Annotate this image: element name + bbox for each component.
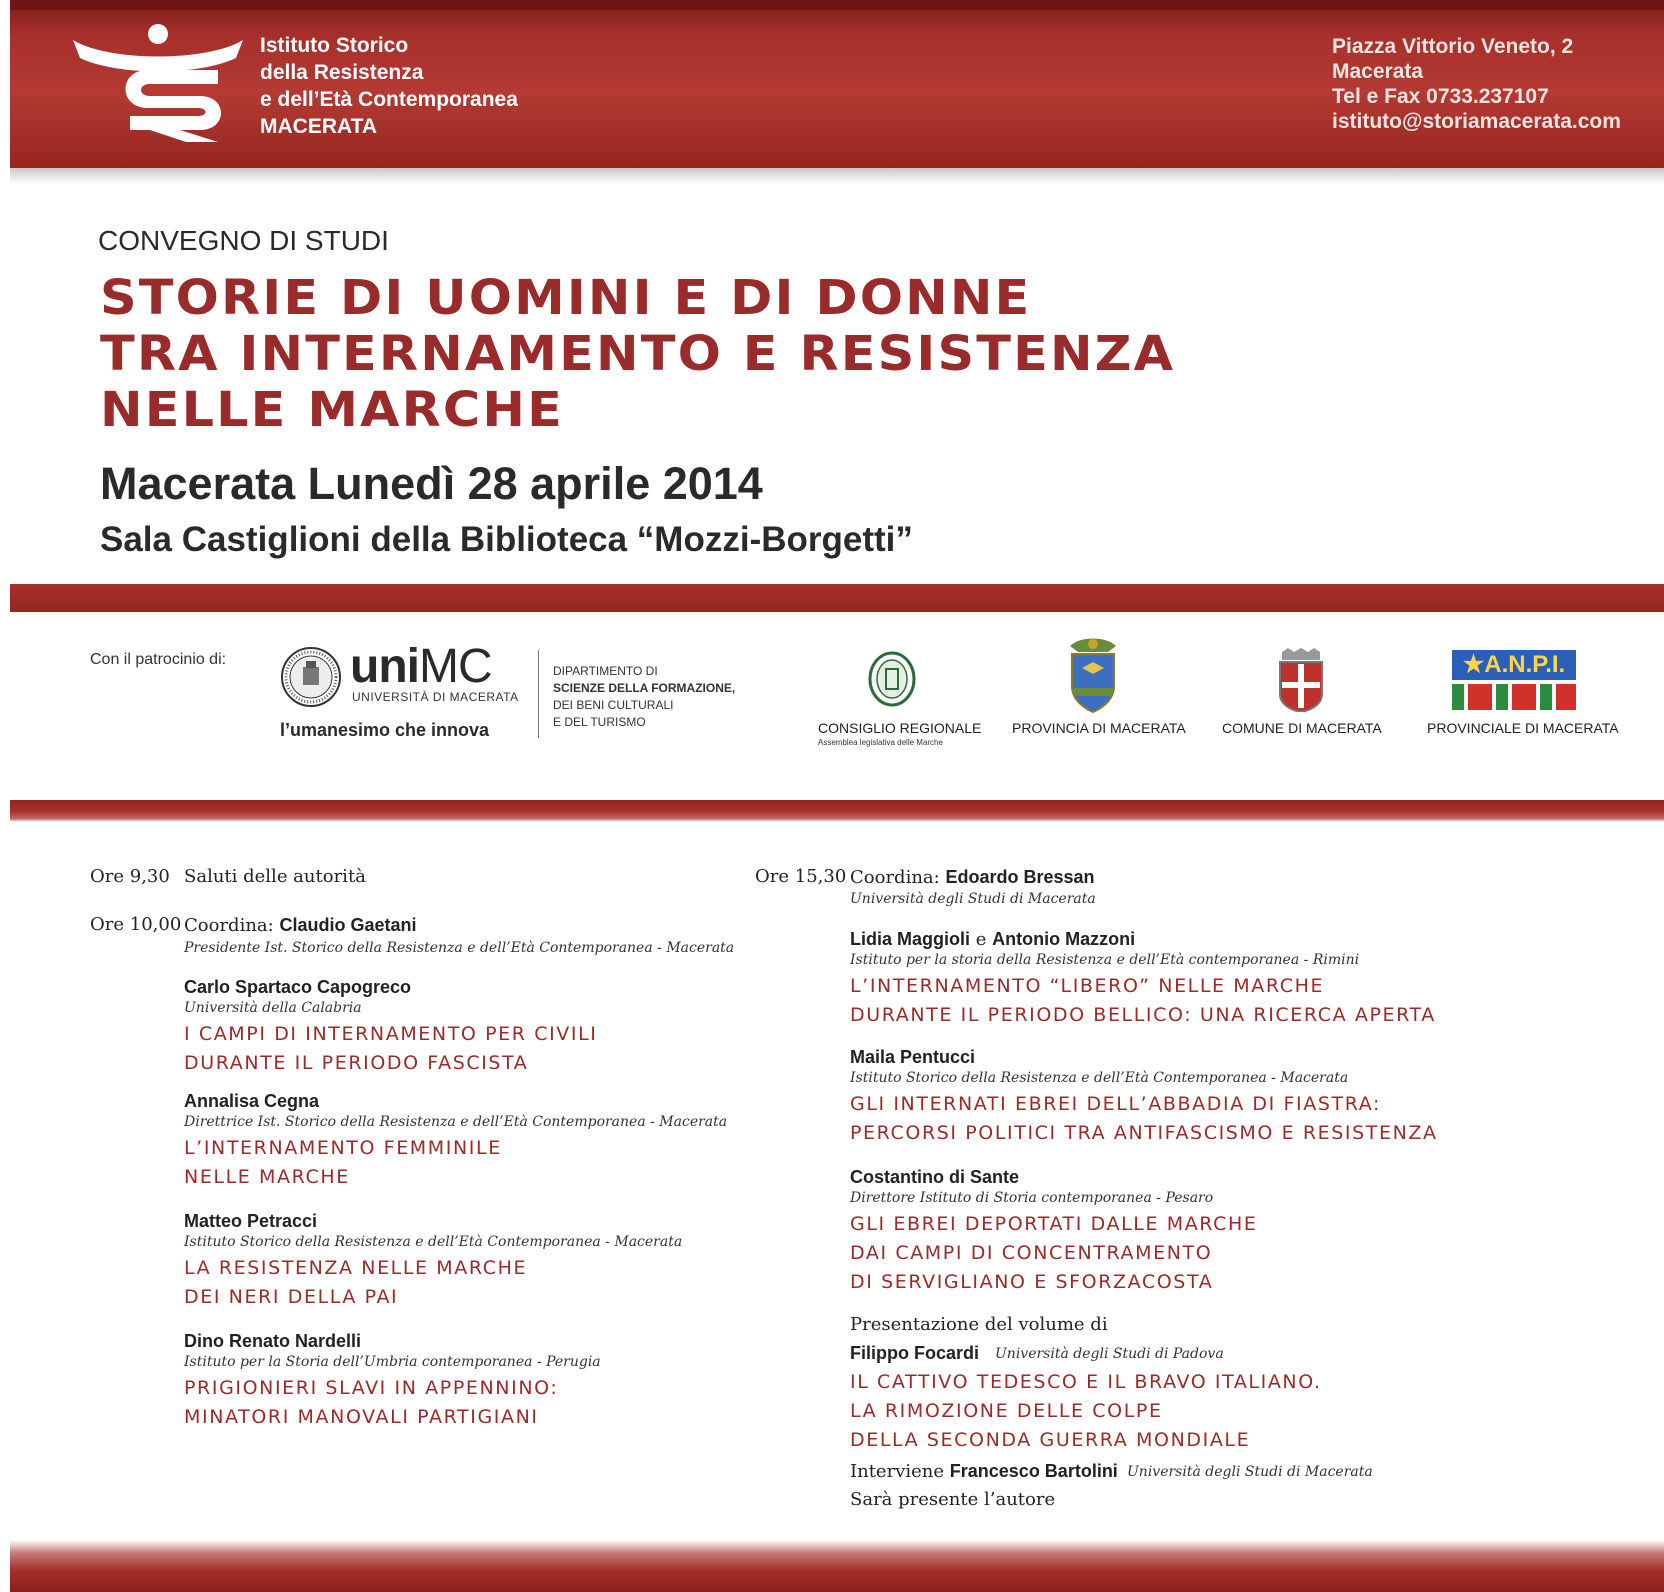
talk-title (850, 972, 1436, 1030)
speaker-affiliation: Istituto per la storia della Resistenza e dell’Età contemporanea - Rimini (850, 952, 1360, 968)
provincia-caption: PROVINCIA DI MACERATA (1012, 720, 1186, 736)
anpi-logo (1452, 650, 1576, 710)
talk-title-line: DURANTE IL PERIODO BELLICO: UNA RICERCA APERTA (850, 1004, 1436, 1026)
talk-title (184, 1254, 527, 1312)
header-shadow (10, 168, 1664, 184)
book-author-affiliation: Università degli Studi di Padova (995, 1346, 1224, 1362)
speaker-affiliation: Università della Calabria (184, 1000, 362, 1016)
discussant-prefix: Interviene (850, 1461, 945, 1482)
chair-affiliation: Presidente Ist. Storico della Resistenza e dell’Età Contemporanea - Macerata (184, 940, 735, 956)
talk-title-line: DI SERVIGLIANO E SFORZACOSTA (850, 1271, 1214, 1293)
talk-title-line: I CAMPI DI INTERNAMENTO PER CIVILI (184, 1023, 598, 1045)
book-author-name: Filippo Focardi (850, 1343, 979, 1363)
talk-title-line: L’INTERNAMENTO FEMMINILE (184, 1137, 502, 1159)
welcome-greetings: Saluti delle autorità (184, 866, 366, 887)
anpi-star-icon: ★ (1462, 651, 1485, 678)
talk-title (184, 1374, 558, 1432)
speaker-affiliation: Direttore Istituto di Storia contemporanea - Pesaro (850, 1190, 1214, 1206)
department-line: DIPARTIMENTO DI (553, 664, 658, 678)
institute-name-line: della Resistenza (260, 61, 424, 84)
speaker-affiliation: Istituto per la Storia dell’Umbria contemporanea - Perugia (184, 1354, 601, 1370)
book-title-line: LA RIMOZIONE DELLE COLPE (850, 1400, 1163, 1422)
speaker-affiliation: Direttrice Ist. Storico della Resistenza e dell’Età Contemporanea - Macerata (184, 1114, 728, 1130)
talk-title-line: DURANTE IL PERIODO FASCISTA (184, 1052, 529, 1074)
department-line: DEI BENI CULTURALI (553, 698, 674, 712)
event-title-line: NELLE MARCHE (100, 382, 564, 438)
anpi-mark-text: A.N.P.I. (1484, 651, 1566, 678)
speaker-affiliation: Istituto Storico della Resistenza e dell’Età Contemporanea - Macerata (184, 1234, 683, 1250)
time-slot: Ore 15,30 (755, 866, 847, 887)
speaker-affiliation: Istituto Storico della Resistenza e dell’Età Contemporanea - Macerata (850, 1070, 1349, 1086)
consiglio-regionale-subtitle: Assemblea legislativa delle Marche (818, 738, 943, 747)
university-seal-icon (280, 646, 342, 708)
speaker-name-text: Annalisa Cegna (184, 1091, 320, 1111)
talk-title-line: NELLE MARCHE (184, 1166, 350, 1188)
chair-name: Edoardo Bressan (945, 867, 1095, 887)
chair-affiliation: Università degli Studi di Macerata (850, 891, 1096, 907)
time-slot: Ore 9,30 (90, 866, 170, 887)
talk-title-line: PRIGIONIERI SLAVI IN APPENNINO: (184, 1377, 559, 1399)
event-title-line: STORIE DI UOMINI E DI DONNE (100, 270, 1032, 326)
speaker-name-text: Antonio Mazzoni (992, 929, 1136, 949)
chair-name: Claudio Gaetani (279, 915, 417, 935)
talk-title-line: GLI EBREI DEPORTATI DALLE MARCHE (850, 1213, 1258, 1235)
consiglio-regionale-emblem-icon (868, 651, 916, 707)
speaker-name (850, 1046, 975, 1069)
discussant-affiliation: Università degli Studi di Macerata (1127, 1464, 1373, 1480)
talk-title-line: DEI NERI DELLA PAI (184, 1286, 399, 1308)
talk-title-line: DAI CAMPI DI CONCENTRAMENTO (850, 1242, 1213, 1264)
anpi-mark (1452, 650, 1576, 680)
unimc-logo (350, 642, 492, 692)
speaker-name-text: Costantino di Sante (850, 1167, 1020, 1187)
talk-title (184, 1020, 598, 1078)
event-title-line: TRA INTERNAMENTO E RESISTENZA (100, 326, 1176, 382)
unimc-mc: MC (418, 640, 492, 693)
talk-title (850, 1210, 1258, 1297)
talk-title-line: LA RESISTENZA NELLE MARCHE (184, 1257, 528, 1279)
discussant-name: Francesco Bartolini (949, 1461, 1118, 1481)
department-divider (538, 650, 539, 738)
department-line: E DEL TURISMO (553, 715, 646, 729)
speaker-name-text: Dino Renato Nardelli (184, 1331, 362, 1351)
speaker-name (850, 1166, 1019, 1189)
department-name (553, 663, 735, 731)
phone-fax: Tel e Fax 0733.237107 (1332, 85, 1549, 108)
anpi-ribbon (1452, 684, 1576, 710)
unimc-uni: uni (350, 640, 419, 693)
book-title (850, 1368, 1322, 1455)
time-slot: Ore 10,00 (90, 914, 182, 935)
institute-logo (68, 18, 248, 142)
talk-title-line: MINATORI MANOVALI PARTIGIANI (184, 1406, 539, 1428)
event-title (100, 270, 1400, 438)
morning-chair (184, 914, 416, 937)
book-title-line: DELLA SECONDA GUERRA MONDIALE (850, 1429, 1251, 1451)
programme-top-band (10, 800, 1664, 822)
address-city: Macerata (1332, 60, 1424, 83)
talk-title (850, 1090, 1438, 1148)
divider-band (10, 584, 1664, 612)
afternoon-chair (850, 866, 1095, 889)
footer-band (10, 1540, 1664, 1592)
event-date: Macerata Lunedì 28 aprile 2014 (100, 458, 763, 509)
header-banner-edge (10, 0, 1664, 10)
institute-contacts (1332, 34, 1621, 134)
speaker-name-text: Lidia Maggioli (850, 929, 970, 949)
book-author (850, 1342, 979, 1365)
email-link[interactable]: istituto@storiamacerata.com (1332, 110, 1621, 133)
talk-title (184, 1134, 502, 1192)
event-kicker: CONVEGNO DI STUDI (98, 225, 389, 256)
speaker-names (850, 928, 1135, 951)
unimc-subtitle: UNIVERSITÀ DI MACERATA (352, 690, 519, 704)
comune-caption: COMUNE DI MACERATA (1222, 720, 1382, 736)
speaker-conjunction: e (975, 929, 987, 950)
speaker-name (184, 976, 411, 999)
author-present-note: Sarà presente l’autore (850, 1489, 1056, 1510)
consiglio-regionale-caption: CONSIGLIO REGIONALE (818, 720, 982, 736)
event-venue: Sala Castiglioni della Biblioteca “Mozzi-Borgetti” (100, 520, 913, 559)
talk-title-line: GLI INTERNATI EBREI DELL’ABBADIA DI FIASTRA: (850, 1093, 1382, 1115)
chair-prefix: Coordina: (184, 915, 274, 936)
patronage-label: Con il patrocinio di: (90, 651, 227, 668)
institute-name-line: e dell’Età Contemporanea (260, 88, 518, 111)
speaker-name (184, 1210, 317, 1233)
talk-title-line: PERCORSI POLITICI TRA ANTIFASCISMO E RESISTENZA (850, 1122, 1438, 1144)
comune-crest-icon (1276, 648, 1326, 712)
anpi-caption: PROVINCIALE DI MACERATA (1427, 720, 1619, 736)
speaker-name (184, 1090, 319, 1113)
department-line: SCIENZE DELLA FORMAZIONE, (553, 681, 736, 695)
book-title-line: IL CATTIVO TEDESCO E IL BRAVO ITALIANO. (850, 1371, 1322, 1393)
chair-prefix: Coordina: (850, 867, 940, 888)
speaker-name (184, 1330, 361, 1353)
speaker-name-text: Matteo Petracci (184, 1211, 318, 1231)
institute-name-line: MACERATA (260, 115, 378, 138)
talk-title-line: L’INTERNAMENTO “LIBERO” NELLE MARCHE (850, 975, 1325, 997)
speaker-name-text: Maila Pentucci (850, 1047, 976, 1067)
address-street: Piazza Vittorio Veneto, 2 (1332, 35, 1574, 58)
discussant (850, 1460, 1118, 1483)
speaker-name-text: Carlo Spartaco Capogreco (184, 977, 412, 997)
provincia-crest-icon (1062, 636, 1124, 714)
unimc-motto: l’umanesimo che innova (280, 720, 490, 740)
book-intro: Presentazione del volume di (850, 1314, 1108, 1335)
institute-name-line: Istituto Storico (260, 34, 409, 57)
institute-name (260, 32, 518, 140)
